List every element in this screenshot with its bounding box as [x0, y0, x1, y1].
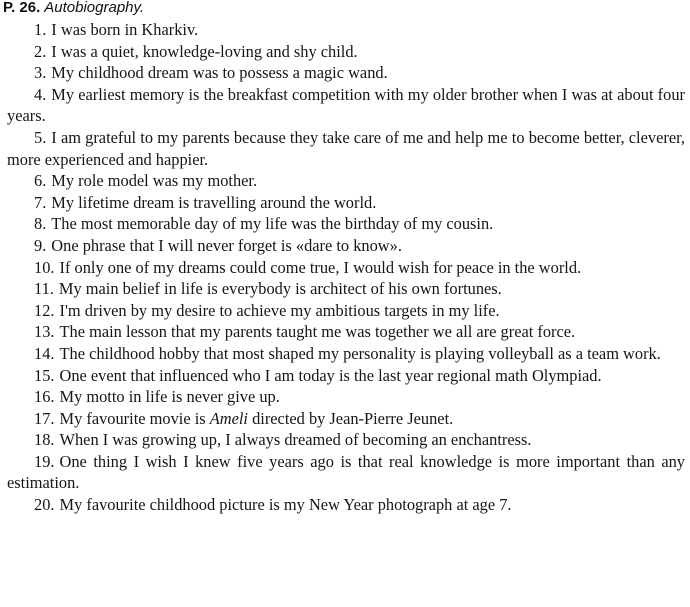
item-number: 14.	[34, 343, 55, 363]
list-item	[7, 386, 685, 408]
list-item	[7, 408, 685, 430]
list-item	[7, 365, 685, 387]
list-item	[7, 494, 685, 516]
item-text: I'm driven by my desire to achieve my ambitious targets in my life.	[59, 300, 500, 320]
item-text: My earliest memory is the breakfast competition with my older brother when I was at about four years.	[7, 84, 685, 126]
list-item	[7, 19, 685, 41]
item-number: 20.	[34, 495, 55, 515]
page-reference: P. 26.	[3, 0, 41, 16]
item-text: One event that influenced who I am today is the last year regional math Olympiad.	[59, 365, 602, 385]
list-item	[7, 429, 685, 451]
list-item	[7, 300, 685, 322]
item-text: My main belief in life is everybody is architect of his own fortunes.	[58, 279, 502, 299]
item-number: 10.	[34, 257, 55, 277]
item-text: The childhood hobby that most shaped my personality is playing volleyball as a team work.	[59, 343, 661, 363]
item-number: 6.	[34, 171, 47, 191]
item-number: 11.	[34, 279, 54, 299]
item-text: One phrase that I will never forget is «dare to know».	[51, 235, 402, 255]
item-number: 18.	[34, 430, 55, 450]
item-text: directed by Jean-Pierre Jeunet.	[247, 408, 454, 428]
item-text: My favourite childhood picture is my New Year photograph at age 7.	[59, 495, 512, 515]
list-item	[7, 235, 685, 257]
item-number: 7.	[34, 192, 47, 212]
item-text: When I was growing up, I always dreamed of becoming an enchantress.	[59, 430, 532, 450]
item-number: 5.	[34, 127, 47, 147]
item-text: The most memorable day of my life was the birthday of my cousin.	[51, 214, 494, 234]
item-number: 3.	[34, 63, 47, 83]
item-text: I was a quiet, knowledge-loving and shy child.	[51, 41, 358, 61]
item-number: 19.	[34, 451, 55, 471]
item-text: One thing I wish I knew five years ago is that real knowledge is more important than any estimation.	[7, 451, 685, 493]
item-text: My motto in life is never give up.	[59, 387, 280, 407]
item-number: 16.	[34, 387, 55, 407]
list-item	[7, 257, 685, 279]
item-number: 4.	[34, 84, 47, 104]
item-number: 13.	[34, 322, 55, 342]
list-item	[7, 41, 685, 63]
item-text: My role model was my mother.	[51, 171, 258, 191]
exercise-title: Autobiography.	[44, 0, 145, 16]
item-number: 15.	[34, 365, 55, 385]
item-number: 12.	[34, 300, 55, 320]
item-text: I was born in Kharkiv.	[51, 20, 199, 39]
list-item	[7, 213, 685, 235]
item-number: 2.	[34, 41, 47, 61]
list-item	[7, 321, 685, 343]
item-text: The main lesson that my parents taught me was together we all are great force.	[59, 322, 576, 342]
answer-list	[7, 19, 685, 516]
item-number: 8.	[34, 214, 47, 234]
list-item	[7, 170, 685, 192]
movie-title: Ameli	[209, 408, 248, 428]
item-text: My favourite movie is	[59, 408, 210, 428]
list-item	[7, 343, 685, 365]
exercise-header	[3, 0, 144, 19]
list-item	[7, 84, 685, 127]
item-text: My lifetime dream is travelling around the world.	[51, 192, 377, 212]
list-item	[7, 451, 685, 494]
item-text: My childhood dream was to possess a magic wand.	[51, 63, 388, 83]
list-item	[7, 278, 685, 300]
item-text: I am grateful to my parents because they take care of me and help me to become better, cleverer, more experienced and happier.	[7, 127, 685, 169]
list-item	[7, 62, 685, 84]
item-number: 1.	[34, 20, 47, 39]
item-text: If only one of my dreams could come true, I would wish for peace in the world.	[59, 257, 582, 277]
list-item	[7, 127, 685, 170]
item-number: 9.	[34, 235, 47, 255]
item-number: 17.	[34, 408, 55, 428]
list-item	[7, 192, 685, 214]
